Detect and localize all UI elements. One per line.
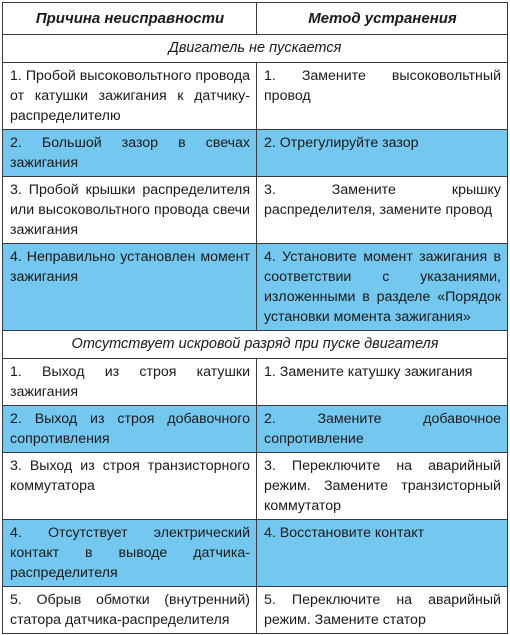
fault-table	[2, 2, 508, 634]
table-row	[3, 520, 507, 587]
table-row	[3, 63, 507, 130]
remedy-cell: 4. Восстановите контакт	[264, 525, 425, 541]
section-title: Отсутствует искровой разряд при пуске двигателя	[3, 331, 507, 359]
cause-cell: 4. Отсутствует электрический контакт в выводе датчика-распределителя	[3, 520, 257, 586]
cause-cell: 2. Выход из строя добавочного сопротивления	[3, 406, 257, 452]
cause-cell: 5. Обрыв обмотки (внутренний) статора датчика-распределителя	[3, 587, 257, 633]
table-row	[3, 359, 507, 406]
remedy-cell: 5. Переключите на аварийный режим. Замените статор	[264, 592, 501, 628]
cause-cell: 3. Пробой крышки распределителя или высоковольтного провода свечи зажигания	[3, 177, 257, 243]
section-title: Двигатель не пускается	[3, 35, 507, 63]
remedy-cell: 4. Установите момент зажигания в соответствии с указаниями, изложенными в разделе «Порядок установки момента зажигания»	[264, 249, 501, 325]
table-row	[3, 453, 507, 520]
remedy-cell: 1. Замените высоковольтный провод	[264, 68, 501, 104]
header-remedy: Метод устранения	[308, 9, 457, 27]
table-row	[3, 244, 507, 331]
table-row	[3, 177, 507, 244]
table-row	[3, 587, 507, 633]
table-row	[3, 130, 507, 177]
cause-cell: 3. Выход из строя транзисторного коммутатора	[3, 453, 257, 519]
table-row	[3, 406, 507, 453]
remedy-cell: 2. Отрегулируйте зазор	[264, 135, 419, 151]
cause-cell: 1. Пробой высоковольтного провода от катушки зажигания к датчику-распределителю	[3, 63, 257, 129]
header-cause: Причина неисправности	[3, 3, 257, 34]
cause-cell: 1. Выход из строя катушки зажигания	[3, 359, 257, 405]
table-header	[3, 3, 507, 35]
remedy-cell: 2. Замените добавочное сопротивление	[264, 411, 501, 447]
remedy-cell: 1. Замените катушку зажигания	[264, 364, 473, 380]
cause-cell: 2. Большой зазор в свечах зажигания	[3, 130, 257, 176]
cause-cell: 4. Неправильно установлен момент зажигания	[3, 244, 257, 330]
remedy-cell: 3. Переключите на аварийный режим. Замените транзисторный коммутатор	[264, 458, 501, 514]
remedy-cell: 3. Замените крышку распределителя, замените провод	[264, 182, 501, 218]
